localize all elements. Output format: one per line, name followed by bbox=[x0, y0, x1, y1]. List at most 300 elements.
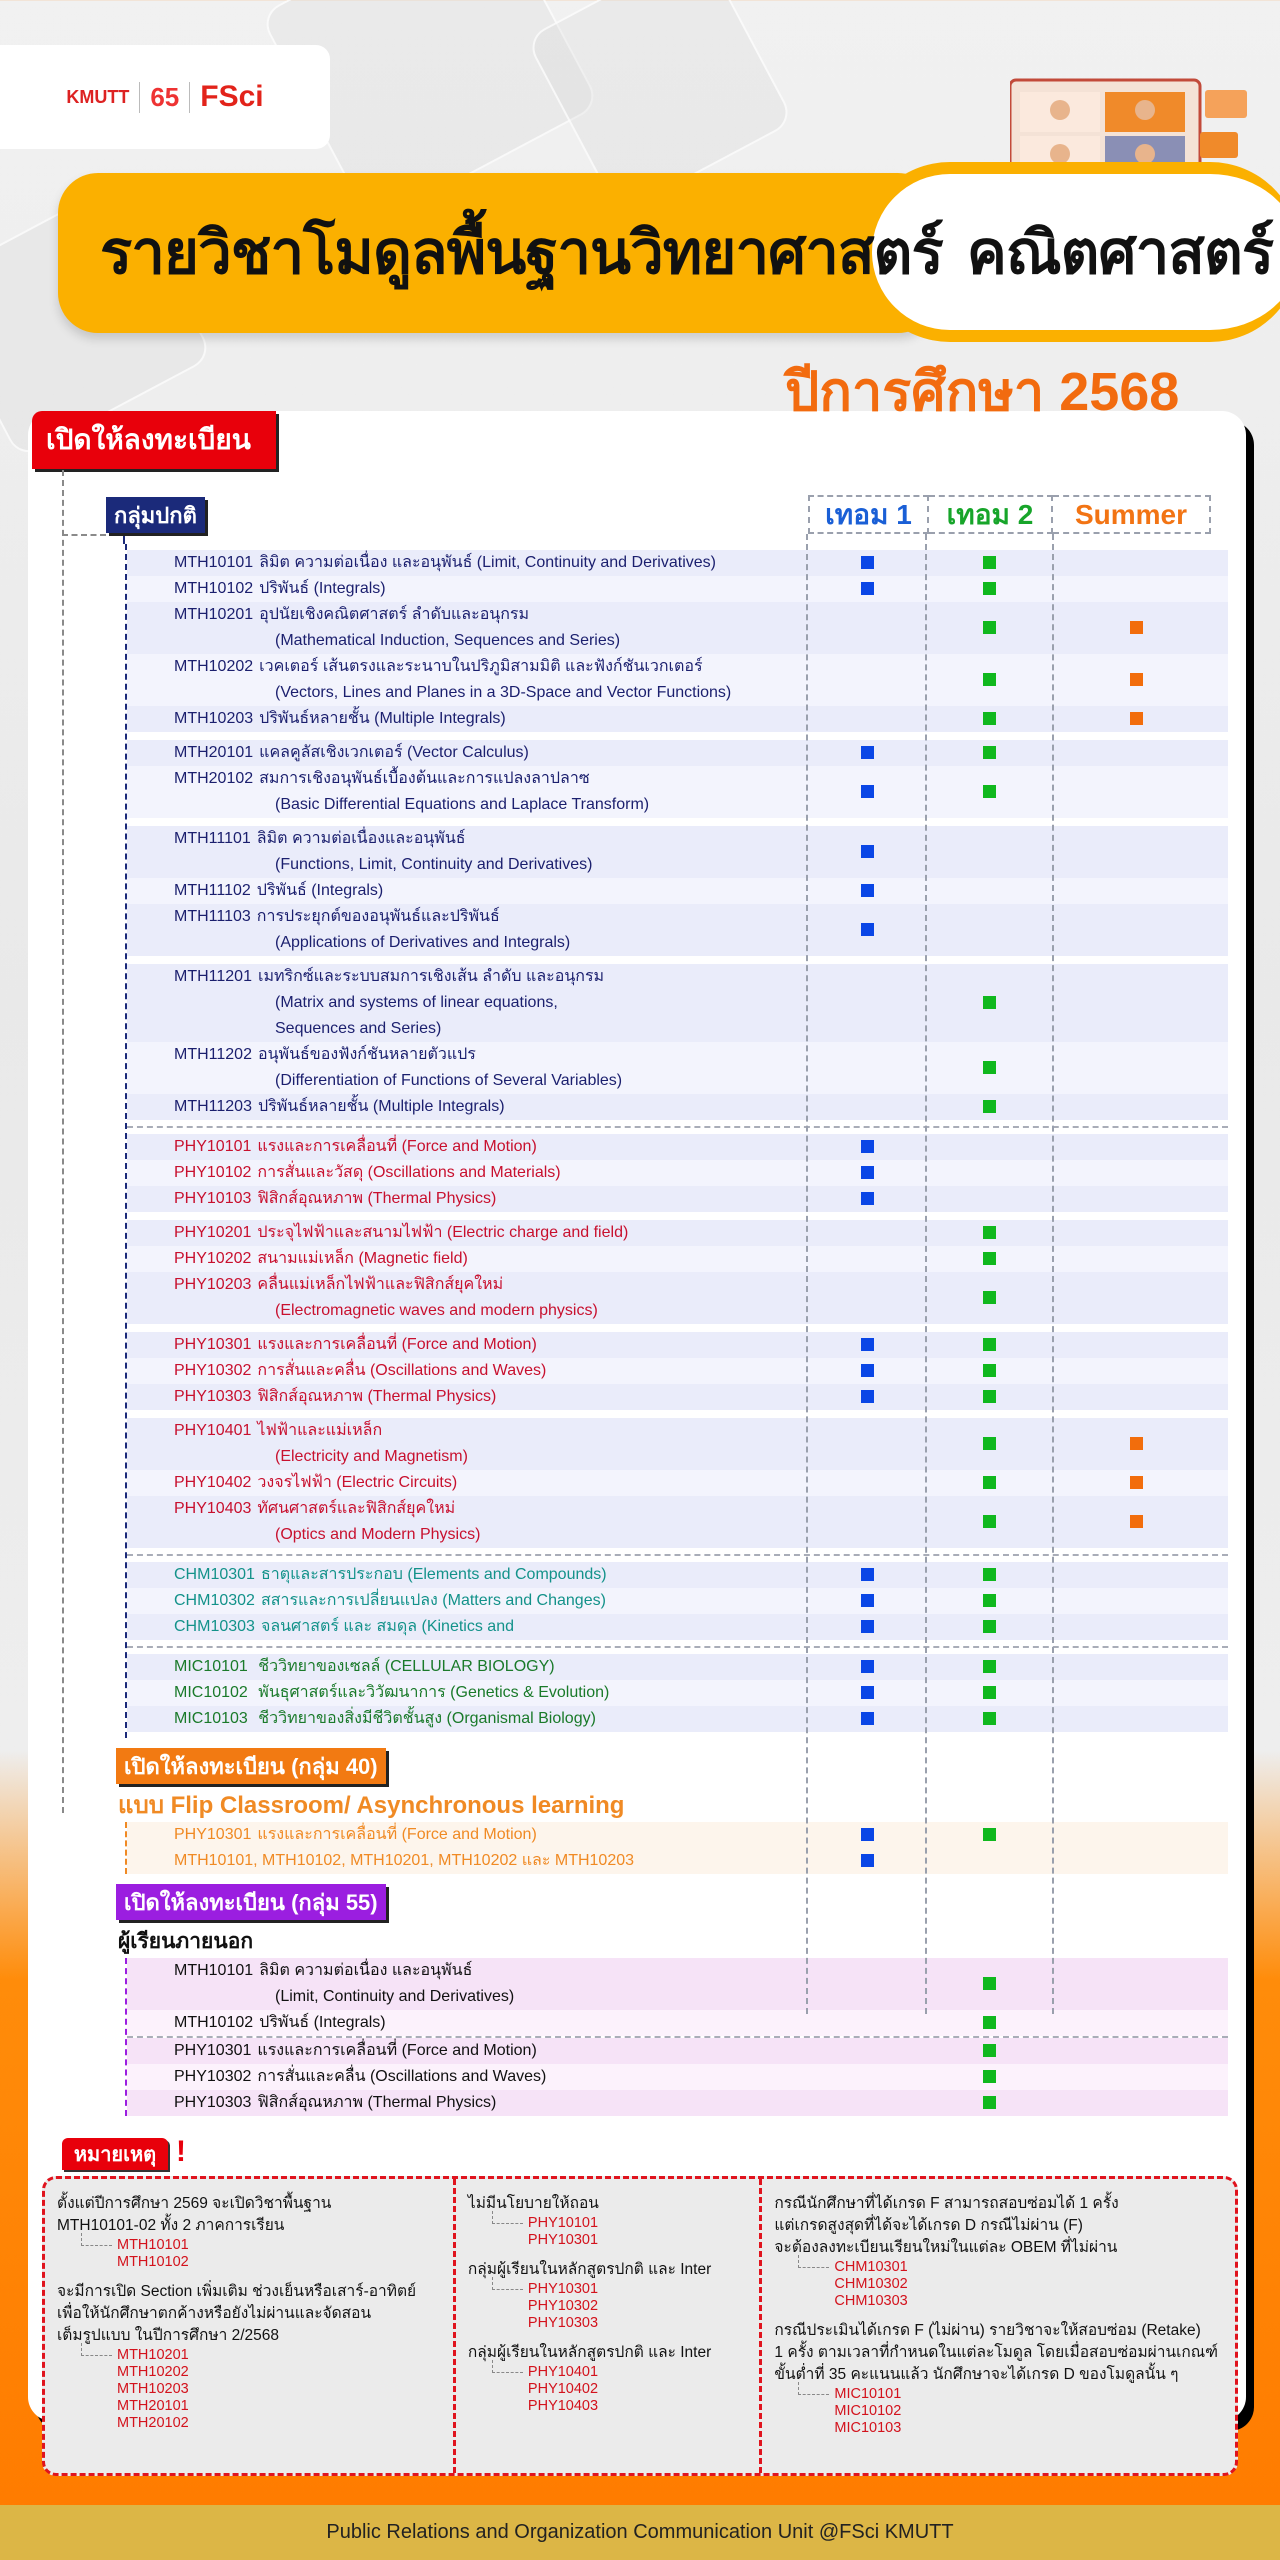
column-header-summer: Summer bbox=[1053, 495, 1211, 534]
note-text: ตั้งแต่ปีการศึกษา 2569 จะเปิดวิชาพื้นฐาน bbox=[57, 2195, 332, 2212]
course-row bbox=[127, 1160, 1228, 1186]
course-row bbox=[127, 1680, 1228, 1706]
course-line bbox=[127, 1384, 802, 1410]
note-text: กรณีนักศึกษาที่ได้เกรด F สามารถสอบซ่อมได้ 1 ครั้ง bbox=[774, 2195, 1119, 2212]
notes-column bbox=[453, 2179, 759, 2473]
course-title: ปริพันธ์ (Integrals) bbox=[259, 580, 386, 597]
note-code: MTH10102 bbox=[117, 2254, 189, 2270]
course-line bbox=[127, 1358, 802, 1384]
course-title: ฟิสิกส์อุณหภาพ (Thermal Physics) bbox=[257, 1190, 497, 1207]
tree-line-regular bbox=[123, 534, 125, 544]
semester-2-mark bbox=[983, 1338, 996, 1351]
semester-1-mark bbox=[861, 923, 874, 936]
note-code: PHY10303 bbox=[527, 2315, 599, 2331]
note-code: MTH10101 bbox=[117, 2237, 189, 2253]
course-line bbox=[127, 826, 802, 852]
course-row bbox=[127, 1246, 1228, 1272]
semester-2-mark bbox=[983, 2070, 996, 2083]
semester-2-mark bbox=[983, 996, 996, 1009]
course-line bbox=[127, 654, 802, 680]
column-divider bbox=[1052, 534, 1054, 2014]
page-title: รายวิชาโมดูลพื้นฐานวิทยาศาสตร์ bbox=[100, 219, 943, 286]
course-code: PHY10301 bbox=[174, 1826, 252, 1843]
semester-2-mark bbox=[983, 1364, 996, 1377]
academic-year: ปีการศึกษา 2568 bbox=[785, 362, 1180, 422]
note-item bbox=[468, 2193, 747, 2249]
open-registration-label: เปิดให้ลงทะเบียน bbox=[32, 411, 276, 469]
semester-2-mark bbox=[983, 1660, 996, 1673]
semester-1-mark bbox=[861, 1854, 874, 1867]
course-line bbox=[127, 1094, 802, 1120]
course-group bbox=[127, 1220, 1228, 1324]
course-code: PHY10101 bbox=[174, 1138, 252, 1155]
course-row bbox=[127, 1358, 1228, 1384]
note-code: MTH20102 bbox=[117, 2415, 189, 2431]
semester-2-mark bbox=[983, 1828, 996, 1841]
course-line bbox=[127, 1470, 802, 1496]
course-row bbox=[127, 740, 1228, 766]
semester-2-mark bbox=[983, 1252, 996, 1265]
course-line bbox=[127, 1706, 802, 1732]
course-line bbox=[127, 1134, 802, 1160]
course-code: PHY10302 bbox=[174, 1362, 252, 1379]
course-group bbox=[127, 1134, 1228, 1212]
course-row bbox=[127, 904, 1228, 956]
course-title: ลิมิต ความต่อเนื่อง และอนุพันธ์ bbox=[259, 1962, 473, 1979]
course-row bbox=[127, 1134, 1228, 1160]
note-text: ไม่มีนโยบายให้ถอน bbox=[467, 2195, 599, 2212]
course-title: ธาตุและสารประกอบ (Elements and Compounds) bbox=[260, 1566, 607, 1583]
group40-header bbox=[116, 1748, 1280, 1786]
course-code: PHY10103 bbox=[174, 1190, 252, 1207]
course-line bbox=[127, 576, 802, 602]
course-code: MTH11101 bbox=[174, 830, 251, 847]
note-course-codes bbox=[528, 2215, 747, 2249]
note-text: เพื่อให้นักศึกษาตกค้างหรือยังไม่ผ่านและจัดสอน bbox=[57, 2305, 372, 2322]
course-code: CHM10302 bbox=[174, 1592, 255, 1609]
course-title-line: Sequences and Series) bbox=[275, 1020, 442, 1037]
course-line bbox=[127, 1822, 802, 1848]
course-title: ประจุไฟฟ้าและสนามไฟฟ้า (Electric charge and field) bbox=[257, 1224, 629, 1241]
course-title: อุปนัยเชิงคณิตศาสตร์ ลำดับและอนุกรม bbox=[259, 606, 530, 623]
semester-1-mark bbox=[861, 1338, 874, 1351]
course-row bbox=[127, 1614, 1228, 1640]
course-code: PHY10402 bbox=[174, 1474, 252, 1491]
regular-course-list bbox=[125, 544, 1228, 1738]
semester-2-mark bbox=[983, 1061, 996, 1074]
semester-2-mark bbox=[983, 1226, 996, 1239]
note-item bbox=[468, 2259, 747, 2332]
course-row bbox=[127, 1562, 1228, 1588]
course-line bbox=[127, 878, 802, 904]
course-title-line: (Vectors, Lines and Planes in a 3D-Space and Vector Functions) bbox=[275, 684, 732, 701]
course-row bbox=[127, 1496, 1228, 1548]
course-code: MTH11102 bbox=[174, 882, 251, 899]
course-code: CHM10301 bbox=[174, 1566, 255, 1583]
course-line bbox=[127, 1220, 802, 1246]
course-row bbox=[127, 1654, 1228, 1680]
course-row bbox=[127, 1822, 1228, 1848]
note-code: PHY10301 bbox=[527, 2232, 599, 2248]
semester-1-mark bbox=[861, 746, 874, 759]
semester-2-mark bbox=[983, 556, 996, 569]
course-title: ฟิสิกส์อุณหภาพ (Thermal Physics) bbox=[257, 1388, 497, 1405]
course-line bbox=[127, 1588, 802, 1614]
course-group bbox=[127, 1562, 1228, 1640]
note-code: MTH10201 bbox=[117, 2347, 189, 2363]
note-code: PHY10401 bbox=[527, 2364, 599, 2380]
note-item bbox=[468, 2342, 747, 2415]
course-title: พันธุศาสตร์และวิวัฒนาการ (Genetics & Evolution) bbox=[253, 1684, 610, 1701]
course-code: PHY10301 bbox=[174, 2042, 252, 2059]
course-line bbox=[127, 964, 802, 990]
course-title: จลนศาสตร์ และ สมดุล (Kinetics and bbox=[260, 1618, 514, 1635]
summer-mark bbox=[1130, 673, 1143, 686]
course-line bbox=[127, 2064, 802, 2090]
course-title: สมการเชิงอนุพันธ์เบื้องต้นและการแปลงลาปลาซ bbox=[259, 770, 590, 787]
semester-1-mark bbox=[861, 1660, 874, 1673]
section-chm bbox=[127, 1554, 1228, 1646]
semester-2-mark bbox=[983, 1977, 996, 1990]
course-title: ปริพันธ์ (Integrals) bbox=[259, 2014, 386, 2031]
course-title: แคลคูลัสเชิงเวกเตอร์ (Vector Calculus) bbox=[259, 744, 529, 761]
group55-course-list bbox=[125, 1958, 1228, 2116]
course-title: ชีววิทยาของสิ่งมีชีวิตชั้นสูง (Organismal Biology) bbox=[253, 1710, 596, 1727]
course-group bbox=[127, 826, 1228, 956]
course-title-line: (Limit, Continuity and Derivatives) bbox=[275, 1988, 515, 2005]
course-title: แรงและการเคลื่อนที่ (Force and Motion) bbox=[257, 1826, 537, 1843]
semester-2-mark bbox=[983, 1390, 996, 1403]
course-line bbox=[127, 1614, 802, 1640]
course-title: คลื่นแม่เหล็กไฟฟ้าและฟิสิกส์ยุคใหม่ bbox=[257, 1276, 504, 1293]
semester-2-mark bbox=[983, 1712, 996, 1725]
course-group bbox=[127, 550, 1228, 732]
fsci-logo: FSci bbox=[200, 80, 264, 113]
column-divider bbox=[925, 534, 927, 2014]
note-text: 1 ครั้ง ตามเวลาที่กำหนดในแต่ละโมดูล โดยเมื่อสอบซ่อมผ่านเกณฑ์ bbox=[774, 2344, 1218, 2361]
course-row bbox=[127, 1220, 1228, 1246]
semester-2-mark bbox=[983, 1437, 996, 1450]
course-line bbox=[127, 740, 802, 766]
course-title: เมทริกซ์และระบบสมการเชิงเส้น ลำดับ และอนุกรม bbox=[257, 968, 605, 985]
course-title: อนุพันธ์ของฟังก์ชันหลายตัวแปร bbox=[257, 1046, 476, 1063]
semester-2-mark bbox=[983, 1476, 996, 1489]
note-code: MIC10102 bbox=[834, 2403, 902, 2419]
course-row bbox=[127, 1332, 1228, 1358]
course-code: PHY10302 bbox=[174, 2068, 252, 2085]
course-row bbox=[127, 766, 1228, 818]
note-course-codes bbox=[834, 2259, 1223, 2310]
note-code: PHY10301 bbox=[527, 2281, 599, 2297]
note-text: แต่เกรดสูงสุดที่ได้จะได้เกรด D กรณีไม่ผ่าน (F) bbox=[774, 2217, 1083, 2234]
course-title: การสั่นและวัสดุ (Oscillations and Materials) bbox=[257, 1164, 561, 1181]
course-code: MTH10202 bbox=[174, 658, 254, 675]
course-code: MIC10102 bbox=[174, 1684, 248, 1701]
note-text: MTH10101-02 ทั้ง 2 ภาคการเรียน bbox=[57, 2217, 285, 2234]
course-row bbox=[127, 1272, 1228, 1324]
semester-1-mark bbox=[861, 1390, 874, 1403]
semester-1-mark bbox=[861, 1594, 874, 1607]
course-row bbox=[127, 706, 1228, 732]
exclamation-icon: ! bbox=[176, 2135, 186, 2168]
semester-2-mark bbox=[983, 1100, 996, 1113]
course-code: PHY10201 bbox=[174, 1224, 252, 1241]
note-code: PHY10101 bbox=[527, 2215, 599, 2231]
course-line bbox=[127, 1042, 802, 1068]
summer-mark bbox=[1130, 621, 1143, 634]
course-title: เวคเตอร์ เส้นตรงและระนาบในปริภูมิสามมิติ และฟังก์ชันเวกเตอร์ bbox=[259, 658, 703, 675]
summer-mark bbox=[1130, 1476, 1143, 1489]
course-line bbox=[127, 2038, 802, 2064]
course-code: MIC10101 bbox=[174, 1658, 248, 1675]
course-title: แรงและการเคลื่อนที่ (Force and Motion) bbox=[257, 1138, 537, 1155]
semester-2-mark bbox=[983, 1515, 996, 1528]
summer-mark bbox=[1130, 712, 1143, 725]
notes-label: หมายเหตุ bbox=[62, 2138, 168, 2170]
course-line bbox=[127, 1848, 802, 1874]
course-code: MTH11201 bbox=[174, 968, 252, 985]
semester-1-mark bbox=[861, 1712, 874, 1725]
course-code: PHY10203 bbox=[174, 1276, 252, 1293]
course-row bbox=[127, 550, 1228, 576]
semester-2-mark bbox=[983, 621, 996, 634]
course-title: ปริพันธ์หลายชั้น (Multiple Integrals) bbox=[259, 710, 506, 727]
semester-2-mark bbox=[983, 582, 996, 595]
course-title: ปริพันธ์หลายชั้น (Multiple Integrals) bbox=[257, 1098, 505, 1115]
course-code: MIC10103 bbox=[174, 1710, 248, 1727]
notes-column bbox=[759, 2179, 1235, 2473]
course-line bbox=[127, 1418, 802, 1444]
course-line bbox=[127, 1332, 802, 1358]
course-row bbox=[127, 1384, 1228, 1410]
course-line bbox=[127, 1186, 802, 1212]
course-row bbox=[127, 2010, 1228, 2036]
course-row bbox=[127, 964, 1228, 1042]
course-row bbox=[127, 2064, 1228, 2090]
semester-1-mark bbox=[861, 1364, 874, 1377]
note-code: MTH10202 bbox=[117, 2364, 189, 2380]
course-code: MTH11202 bbox=[174, 1046, 252, 1063]
semester-1-mark bbox=[861, 884, 874, 897]
section-phy bbox=[127, 1126, 1228, 1554]
course-line bbox=[127, 1272, 802, 1298]
semester-1-mark bbox=[861, 1192, 874, 1205]
note-code: PHY10403 bbox=[527, 2398, 599, 2414]
course-group bbox=[127, 740, 1228, 818]
semester-2-mark bbox=[983, 1620, 996, 1633]
course-group bbox=[127, 1654, 1228, 1732]
group55-subtitle: ผู้เรียนภายนอก bbox=[118, 1930, 254, 1953]
course-title: การประยุกต์ของอนุพันธ์และปริพันธ์ bbox=[256, 908, 500, 925]
course-row bbox=[127, 1470, 1228, 1496]
notes-column bbox=[45, 2179, 453, 2473]
course-title-line: (Electricity and Magnetism) bbox=[275, 1448, 468, 1465]
course-row bbox=[127, 1094, 1228, 1120]
course-row bbox=[127, 576, 1228, 602]
course-row bbox=[127, 1848, 1228, 1874]
logo-bar bbox=[0, 45, 330, 149]
semester-1-mark bbox=[861, 1166, 874, 1179]
course-line bbox=[127, 1958, 802, 1984]
note-text: กลุ่มผู้เรียนในหลักสูตรปกติ และ Inter bbox=[467, 2344, 712, 2361]
course-group bbox=[127, 1418, 1228, 1548]
course-row bbox=[127, 1186, 1228, 1212]
course-row bbox=[127, 1588, 1228, 1614]
course-line bbox=[127, 550, 802, 576]
note-code: PHY10302 bbox=[527, 2298, 599, 2314]
course-code: CHM10303 bbox=[174, 1618, 255, 1635]
course-line bbox=[127, 706, 802, 732]
note-text: ขั้นต่ำที่ 35 คะแนนแล้ว นักศึกษาจะได้เกรด D ของโมดูลนั้น ๆ bbox=[774, 2366, 1179, 2383]
semester-2-mark bbox=[983, 1594, 996, 1607]
course-row bbox=[127, 602, 1228, 654]
course-code: MTH10101 bbox=[174, 554, 254, 571]
semester-1-mark bbox=[861, 1620, 874, 1633]
semester-2-mark bbox=[983, 2044, 996, 2057]
course-title: การสั่นและคลื่น (Oscillations and Waves) bbox=[257, 2068, 547, 2085]
semester-1-mark bbox=[861, 556, 874, 569]
course-code: MTH20102 bbox=[174, 770, 254, 787]
note-item bbox=[774, 2193, 1223, 2310]
summer-mark bbox=[1130, 1437, 1143, 1450]
course-row bbox=[127, 2038, 1228, 2064]
section-mic bbox=[127, 1646, 1228, 1738]
course-code: PHY10303 bbox=[174, 1388, 252, 1405]
semester-1-mark bbox=[861, 582, 874, 595]
course-row bbox=[127, 2090, 1228, 2116]
course-title-line: (Basic Differential Equations and Laplace Transform) bbox=[275, 796, 650, 813]
course-line bbox=[127, 1654, 802, 1680]
course-flow bbox=[0, 544, 1280, 2476]
semester-2-mark bbox=[983, 1568, 996, 1581]
group55-section bbox=[127, 2036, 1228, 2116]
regular-group-label: กลุ่มปกติ bbox=[106, 497, 205, 533]
note-course-codes bbox=[834, 2386, 1223, 2437]
course-code: MTH11103 bbox=[174, 908, 251, 925]
course-code: MTH10102 bbox=[174, 2014, 254, 2031]
note-course-codes bbox=[117, 2237, 441, 2271]
note-item bbox=[57, 2193, 441, 2271]
course-group bbox=[127, 964, 1228, 1120]
course-title: ปริพันธ์ (Integrals) bbox=[256, 882, 384, 899]
note-text: กลุ่มผู้เรียนในหลักสูตรปกติ และ Inter bbox=[467, 2261, 712, 2278]
column-header-term2: เทอม 2 bbox=[929, 495, 1053, 534]
course-code: PHY10403 bbox=[174, 1500, 252, 1517]
semester-1-mark bbox=[861, 845, 874, 858]
note-course-codes bbox=[117, 2347, 441, 2432]
semester-2-mark bbox=[983, 1291, 996, 1304]
course-line bbox=[127, 1246, 802, 1272]
semester-2-mark bbox=[983, 746, 996, 759]
course-line bbox=[127, 602, 802, 628]
note-item bbox=[57, 2281, 441, 2432]
section-mth bbox=[127, 544, 1228, 1126]
course-line bbox=[127, 1562, 802, 1588]
semester-2-mark bbox=[983, 1686, 996, 1699]
course-code: MTH10101, MTH10102, MTH10201, MTH10202 และ MTH10203 bbox=[174, 1852, 635, 1869]
course-row bbox=[127, 1706, 1228, 1732]
semester-1-mark bbox=[861, 785, 874, 798]
summer-mark bbox=[1130, 1515, 1143, 1528]
note-code: MIC10101 bbox=[834, 2386, 902, 2402]
course-code: PHY10102 bbox=[174, 1164, 252, 1181]
note-code: CHM10301 bbox=[834, 2259, 908, 2275]
note-text: กรณีประเมินได้เกรด F (ไม่ผ่าน) รายวิชาจะให้สอบซ่อม (Retake) bbox=[774, 2322, 1201, 2339]
note-code: CHM10303 bbox=[834, 2293, 908, 2309]
column-divider bbox=[806, 534, 808, 2014]
course-code: MTH20101 bbox=[174, 744, 254, 761]
course-code: MTH10102 bbox=[174, 580, 254, 597]
course-title: ไฟฟ้าและแม่เหล็ก bbox=[257, 1422, 383, 1439]
note-code: CHM10302 bbox=[834, 2276, 908, 2292]
course-code: PHY10303 bbox=[174, 2094, 252, 2111]
title-row bbox=[100, 205, 1274, 300]
group40-subtitle: แบบ Flip Classroom/ Asynchronous learning bbox=[118, 1792, 625, 1819]
note-text: จะมีการเปิด Section เพิ่มเติม ช่วงเย็นหรือเสาร์-อาทิตย์ bbox=[57, 2283, 417, 2300]
course-code: MTH11203 bbox=[174, 1098, 252, 1115]
note-code: PHY10402 bbox=[527, 2381, 599, 2397]
course-row bbox=[127, 878, 1228, 904]
course-title: วงจรไฟฟ้า (Electric Circuits) bbox=[257, 1474, 458, 1491]
course-title: ทัศนศาสตร์และฟิสิกส์ยุคใหม่ bbox=[257, 1500, 456, 1517]
note-text: เต็มรูปแบบ ในปีการศึกษา 2/2568 bbox=[57, 2327, 279, 2344]
note-course-codes bbox=[528, 2364, 747, 2415]
semester-2-mark bbox=[983, 712, 996, 725]
course-title: ลิมิต ความต่อเนื่องและอนุพันธ์ bbox=[256, 830, 466, 847]
65th-anniversary-logo: 65 bbox=[139, 82, 190, 113]
column-header-term1: เทอม 1 bbox=[808, 495, 929, 534]
course-title-line: (Applications of Derivatives and Integrals) bbox=[275, 934, 571, 951]
course-row bbox=[127, 826, 1228, 878]
semester-2-mark bbox=[983, 785, 996, 798]
group55-header bbox=[116, 1884, 1280, 1922]
course-group bbox=[127, 1332, 1228, 1410]
footer-credit: Public Relations and Organization Communication Unit @FSci KMUTT bbox=[0, 2505, 1280, 2560]
course-title: แรงและการเคลื่อนที่ (Force and Motion) bbox=[257, 2042, 537, 2059]
course-line bbox=[127, 1160, 802, 1186]
course-code: MTH10203 bbox=[174, 710, 254, 727]
course-title: แรงและการเคลื่อนที่ (Force and Motion) bbox=[257, 1336, 537, 1353]
course-title-line: (Differentiation of Functions of Several Variables) bbox=[275, 1072, 623, 1089]
course-title-line: (Matrix and systems of linear equations, bbox=[275, 994, 558, 1011]
group55-section bbox=[127, 1958, 1228, 2036]
course-title-line: (Mathematical Induction, Sequences and Series) bbox=[275, 632, 621, 649]
semester-2-mark bbox=[983, 673, 996, 686]
course-line bbox=[127, 904, 802, 930]
course-title: การสั่นและคลื่น (Oscillations and Waves) bbox=[257, 1362, 547, 1379]
course-row bbox=[127, 1418, 1228, 1470]
course-title-line: (Functions, Limit, Continuity and Derivatives) bbox=[275, 856, 593, 873]
course-title: ชีววิทยาของเซลล์ (CELLULAR BIOLOGY) bbox=[253, 1658, 555, 1675]
course-title: สสารและการเปลี่ยนแปลง (Matters and Changes) bbox=[260, 1592, 606, 1609]
note-item bbox=[774, 2320, 1223, 2437]
course-line bbox=[127, 2090, 802, 2116]
notes-box bbox=[42, 2176, 1238, 2476]
course-code: MTH10101 bbox=[174, 1962, 254, 1979]
course-line bbox=[127, 2010, 802, 2036]
group40-label: เปิดให้ลงทะเบียน (กลุ่ม 40) bbox=[116, 1748, 386, 1784]
course-code: PHY10401 bbox=[174, 1422, 252, 1439]
course-title-line: (Optics and Modern Physics) bbox=[275, 1526, 481, 1543]
note-text: จะต้องลงทะเบียนเรียนใหม่ในแต่ละ OBEM ที่ไม่ผ่าน bbox=[774, 2239, 1118, 2256]
group40-course-list bbox=[125, 1822, 1228, 1874]
course-title: ฟิสิกส์อุณหภาพ (Thermal Physics) bbox=[257, 2094, 497, 2111]
notes-header bbox=[62, 2130, 1280, 2170]
course-line bbox=[127, 766, 802, 792]
course-title-line: (Electromagnetic waves and modern physics) bbox=[275, 1302, 598, 1319]
semester-2-mark bbox=[983, 2096, 996, 2109]
course-line bbox=[127, 1680, 802, 1706]
